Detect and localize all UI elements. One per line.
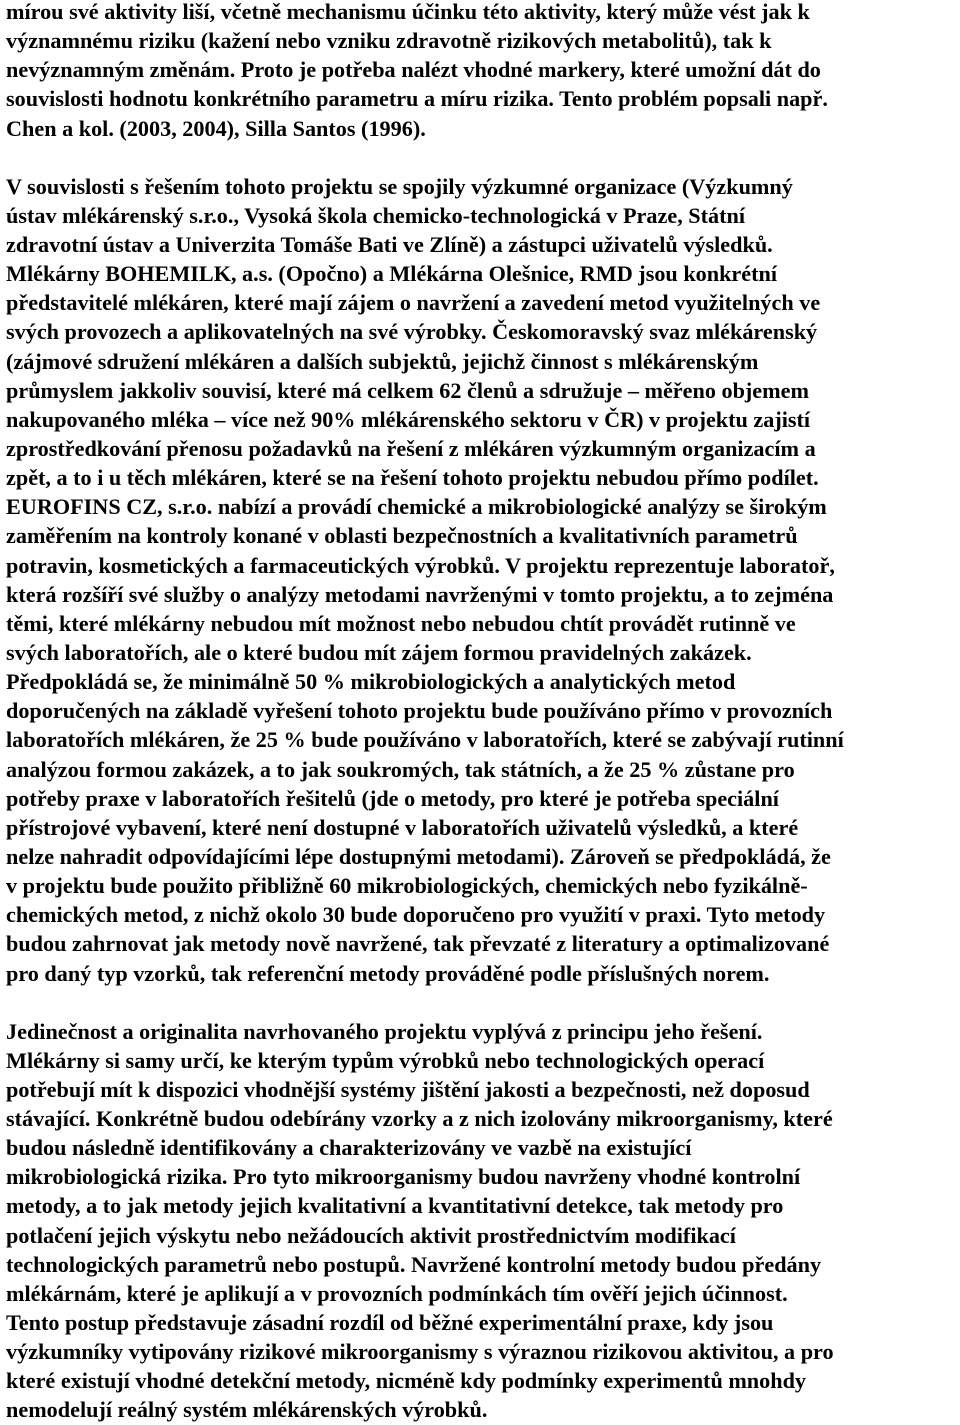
text-line: potravin, kosmetických a farmaceutických výrobků. V projektu reprezentuje laboratoř,	[6, 552, 835, 578]
paragraph-project-partners	[6, 172, 960, 988]
text-line: zaměřením na kontroly konané v oblasti bezpečnostních a kvalitativních parametrů	[6, 523, 798, 549]
text-line: stávající. Konkrétně budou odebírány vzorky a z nich izolovány mikroorganismy, které	[6, 1106, 833, 1132]
text-line: budou následně identifikovány a charakterizovány ve vazbě na existující	[6, 1135, 692, 1161]
text-line: chemických metod, z nichž okolo 30 bude doporučeno pro využití v praxi. Tyto metody	[6, 902, 826, 928]
text-line: mírou své aktivity liší, včetně mechanismu účinku této aktivity, který může vést jak k	[6, 0, 810, 24]
text-line: Předpokládá se, že minimálně 50 % mikrobiologických a analytických metod	[6, 669, 736, 695]
text-line: potřeby praxe v laboratořích řešitelů (jde o metody, pro které je potřeba speciální	[6, 785, 779, 811]
paragraph-risk-markers	[6, 0, 960, 143]
text-line: nemodelují reálný systém mlékárenských výrobků.	[6, 1397, 488, 1423]
text-line: zpět, a to i u těch mlékáren, které se na řešení tohoto projektu nebudou přímo podílet.	[6, 465, 819, 491]
text-line: které existují vhodné detekční metody, nicméně kdy podmínky experimentů mnohdy	[6, 1368, 807, 1394]
text-line: výzkumníky vytipovány rizikové mikroorganismy s výraznou rizikovou aktivitou, a pro	[6, 1339, 834, 1365]
text-line: která rozšíří své služby o analýzy metodami navrženými v tomto projektu, a to zejména	[6, 581, 834, 607]
text-line: doporučených na základě vyřešení tohoto projektu bude používáno přímo v provozních	[6, 698, 833, 724]
text-line: budou zahrnovat jak metody nově navržené, tak převzaté z literatury a optimalizované	[6, 931, 830, 957]
text-line: zprostředkování přenosu požadavků na řešení z mlékáren výzkumným organizacím a	[6, 435, 816, 461]
paragraph-originality	[6, 1017, 960, 1425]
paragraph-gap	[6, 988, 960, 1017]
text-line: představitelé mlékáren, které mají zájem o navržení a zavedení metod využitelných ve	[6, 290, 821, 316]
text-line: zdravotní ústav a Univerzita Tomáše Bati ve Zlíně) a zástupci uživatelů výsledků.	[6, 231, 773, 257]
text-line: ústav mlékárenský s.r.o., Vysoká škola chemicko-technologická v Praze, Státní	[6, 202, 745, 228]
text-line: laboratořích mlékáren, že 25 % bude používáno v laboratořích, které se zabývají rutinní	[6, 727, 844, 753]
text-line: analýzou formou zakázek, a to jak soukromých, tak státních, a že 25 % zůstane pro	[6, 756, 795, 782]
document-page	[6, 0, 960, 1425]
text-line: nelze nahradit odpovídajícími lépe dostupnými metodami). Zároveň se předpokládá, že	[6, 843, 831, 869]
text-line: Jedinečnost a originalita navrhovaného projektu vyplývá z principu jeho řešení.	[6, 1018, 763, 1044]
text-line: souvislosti hodnotu konkrétního parametru a míru rizika. Tento problém popsali např.	[6, 86, 828, 112]
text-line: V souvislosti s řešením tohoto projektu se spojily výzkumné organizace (Výzkumný	[6, 173, 793, 199]
text-line: nevýznamným změnám. Proto je potřeba nalézt vhodné markery, které umožní dát do	[6, 57, 821, 83]
text-line: mlékárnám, které je aplikují a v provozních podmínkách tím ověří jejich účinnost.	[6, 1280, 788, 1306]
text-line: Tento postup představuje zásadní rozdíl od běžné experimentální praxe, kdy jsou	[6, 1310, 774, 1336]
text-line: průmyslem jakkoliv souvisí, které má celkem 62 členů a sdružuje – měřeno objemem	[6, 377, 809, 403]
text-line: těmi, které mlékárny nebudou mít možnost nebo nebudou chtít provádět rutinně ve	[6, 610, 796, 636]
text-line: významnému riziku (kažení nebo vzniku zdravotně rizikových metabolitů), tak k	[6, 28, 772, 54]
text-line: nakupovaného mléka – více než 90% mlékárenského sektoru v ČR) v projektu zajistí	[6, 406, 811, 432]
text-line: svých provozech a aplikovatelných na své výrobky. Českomoravský svaz mlékárenský	[6, 319, 818, 345]
text-line: metody, a to jak metody jejich kvalitativní a kvantitativní detekce, tak metody pro	[6, 1193, 784, 1219]
text-line: (zájmové sdružení mlékáren a dalších subjektů, jejichž činnost s mlékárenským	[6, 348, 759, 374]
paragraph-gap	[6, 143, 960, 172]
text-line: Mlékárny BOHEMILK, a.s. (Opočno) a Mlékárna Olešnice, RMD jsou konkrétní	[6, 261, 778, 287]
text-line: přístrojové vybavení, které není dostupné v laboratořích uživatelů výsledků, a které	[6, 814, 799, 840]
text-line: EUROFINS CZ, s.r.o. nabízí a provádí chemické a mikrobiologické analýzy se širokým	[6, 494, 827, 520]
text-line: Mlékárny si samy určí, ke kterým typům výrobků nebo technologických operací	[6, 1047, 765, 1073]
text-line: mikrobiologická rizika. Pro tyto mikroorganismy budou navrženy vhodné kontrolní	[6, 1164, 801, 1190]
text-line: technologických parametrů nebo postupů. Navržené kontrolní metody budou předány	[6, 1251, 822, 1277]
text-line: svých laboratořích, ale o které budou mít zájem formou pravidelných zakázek.	[6, 639, 752, 665]
text-line: potřebují mít k dispozici vhodnější systémy jištění jakosti a bezpečnosti, než doposud	[6, 1076, 810, 1102]
text-line: v projektu bude použito přibližně 60 mikrobiologických, chemických nebo fyzikálně-	[6, 873, 808, 899]
text-line: pro daný typ vzorků, tak referenční metody prováděné podle příslušných norem.	[6, 960, 770, 986]
text-line: Chen a kol. (2003, 2004), Silla Santos (1996).	[6, 115, 426, 141]
text-line: potlačení jejich výskytu nebo nežádoucích aktivit prostřednictvím modifikací	[6, 1222, 736, 1248]
